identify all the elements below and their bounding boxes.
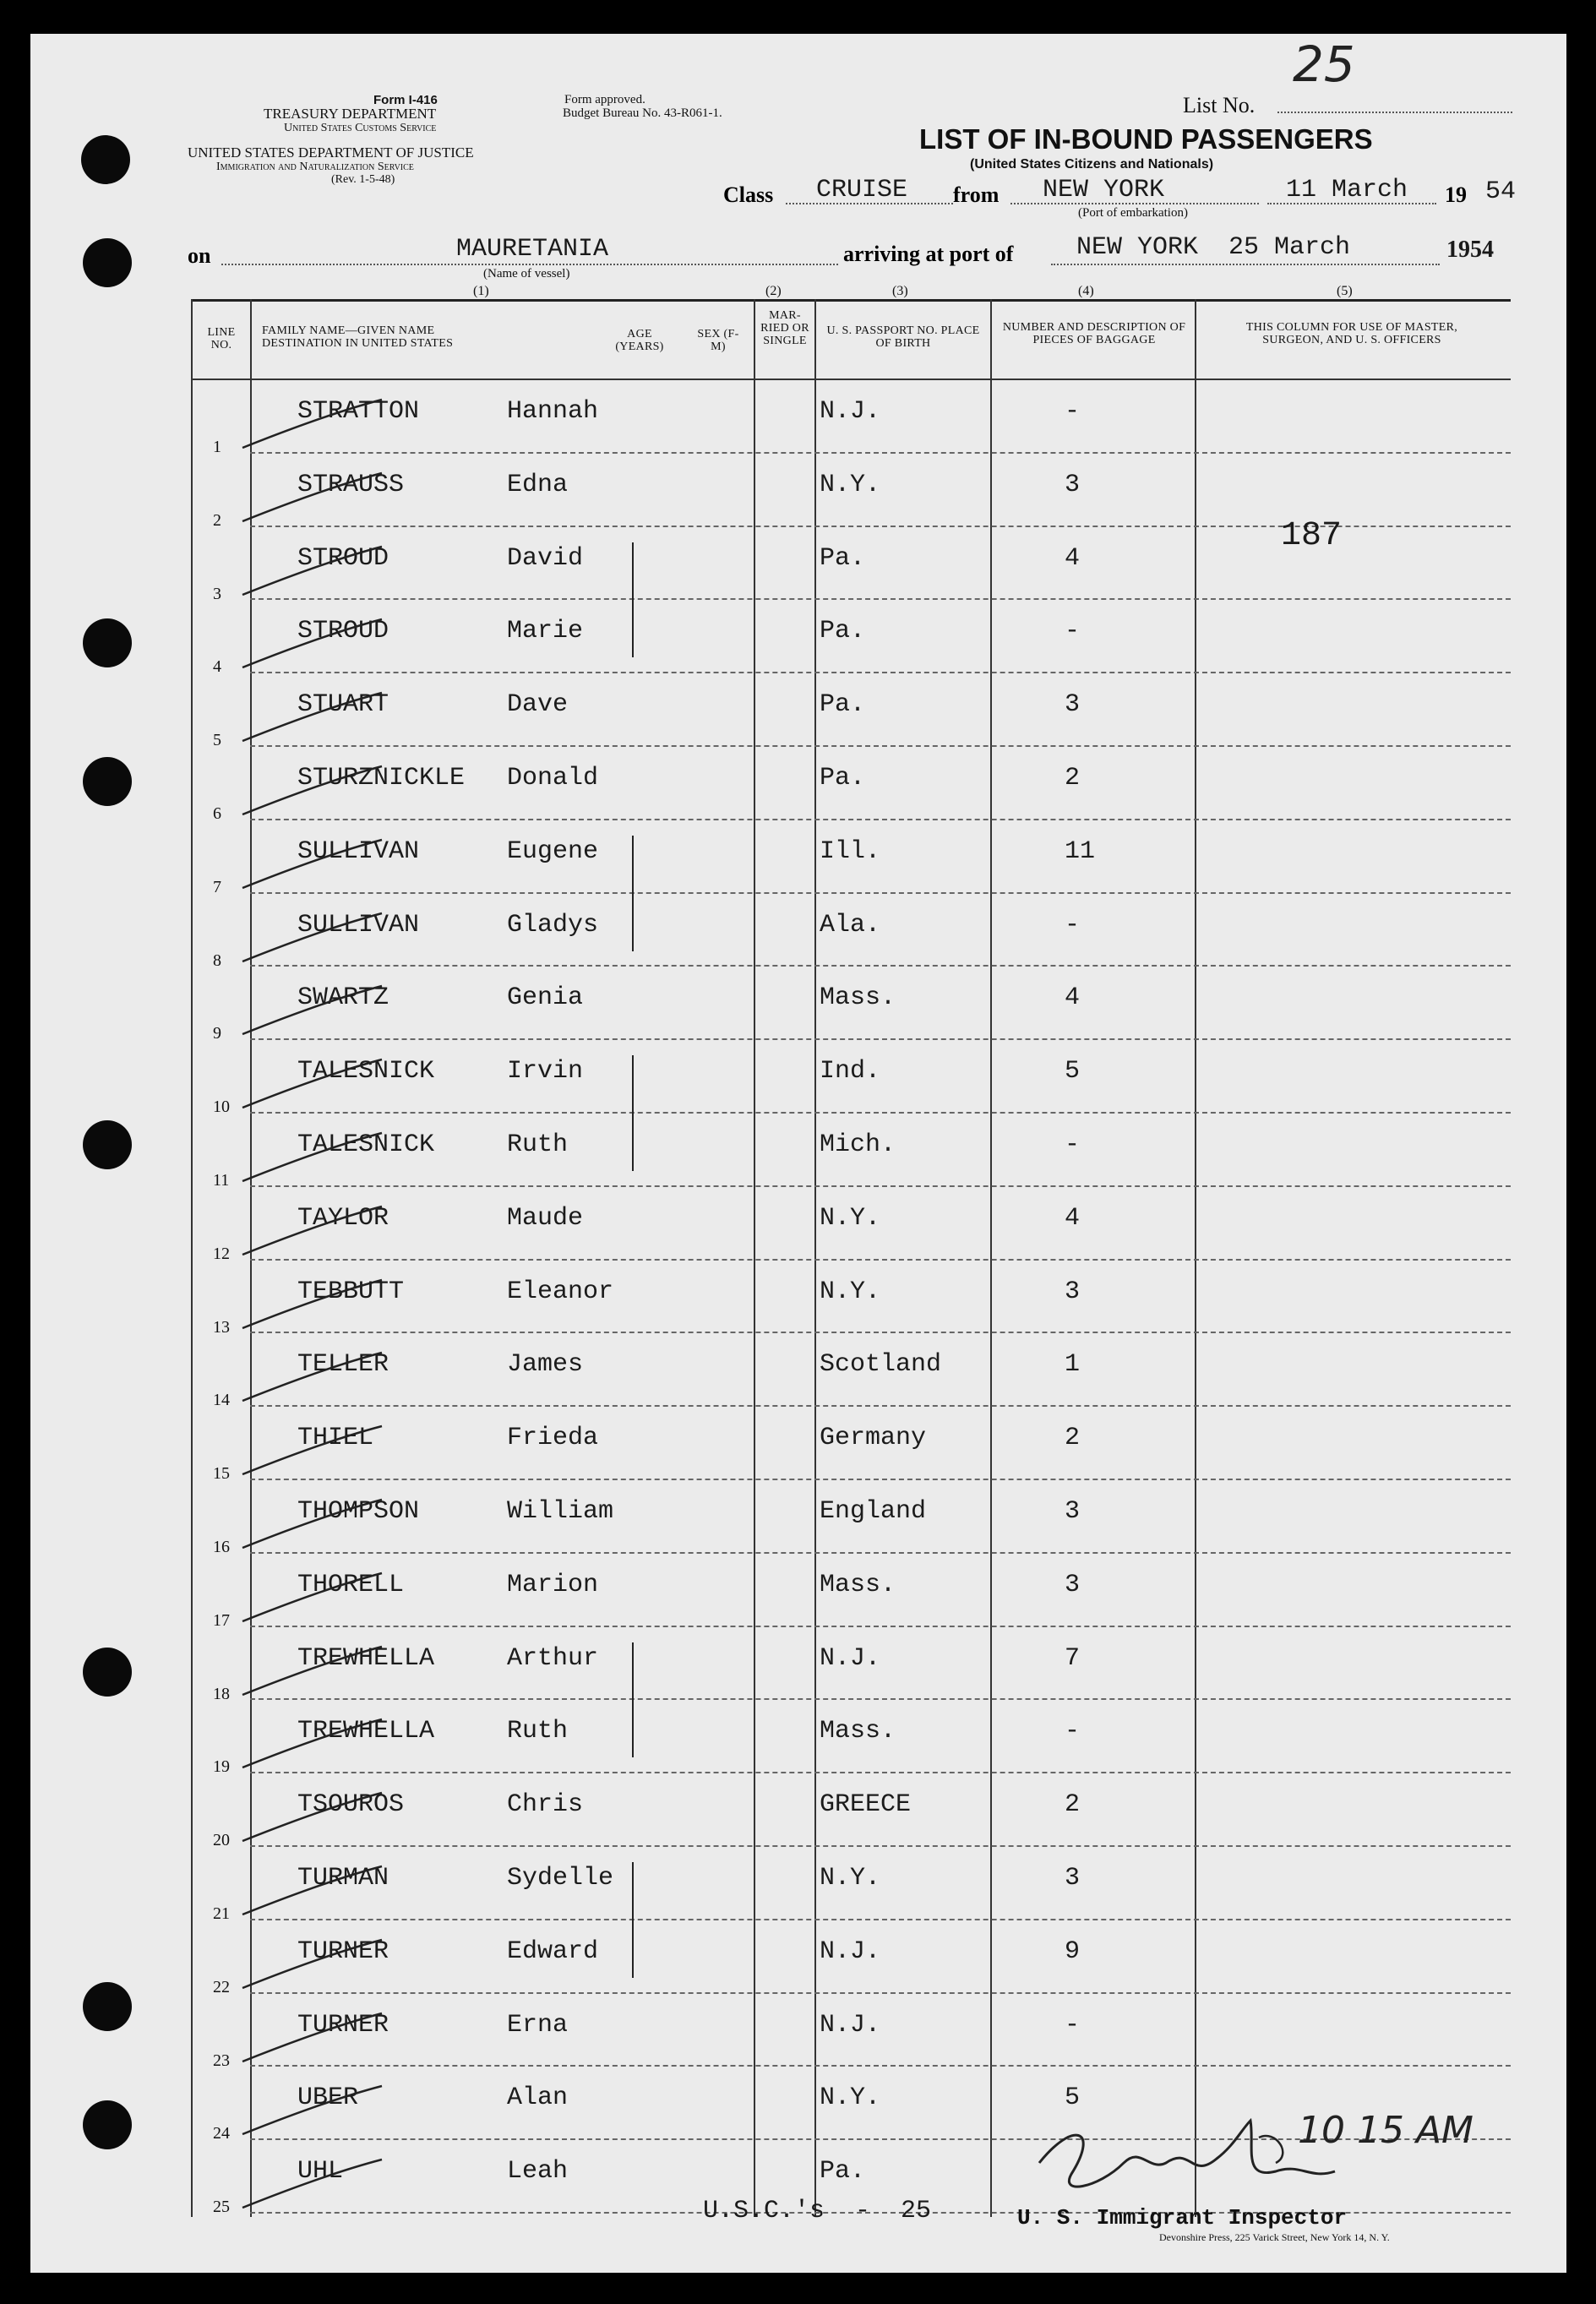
family-name: TALESNICK — [297, 1130, 435, 1159]
form-id: Form I-416 — [373, 93, 438, 107]
birth-place: England — [820, 1497, 927, 1526]
check-mark — [238, 909, 390, 968]
table-header-bottom — [191, 379, 1511, 380]
birth-place: N.J. — [820, 1936, 881, 1966]
check-mark — [238, 982, 390, 1041]
header-line-no: LINE NO. — [207, 326, 236, 351]
line-number: 3 — [213, 584, 221, 603]
row-separator — [250, 1552, 1511, 1554]
arrival-line — [1051, 264, 1440, 265]
check-mark — [238, 1202, 390, 1261]
row-separator — [250, 1845, 1511, 1847]
binder-hole — [83, 1982, 132, 2031]
row-separator — [250, 1038, 1511, 1040]
given-name: Hannah — [507, 397, 599, 426]
check-mark — [238, 1276, 390, 1335]
family-name: TREWHELLA — [297, 1643, 435, 1673]
column-number-5: (5) — [1337, 284, 1353, 298]
birth-place: Pa. — [820, 543, 866, 573]
baggage-count: 3 — [1065, 1570, 1081, 1599]
family-bracket — [632, 1642, 634, 1758]
row-separator — [250, 2065, 1511, 2067]
birth-place: N.J. — [820, 1643, 881, 1673]
line-number: 1 — [213, 438, 221, 456]
family-name: UBER — [297, 2083, 359, 2113]
baggage-count: 2 — [1065, 1424, 1081, 1453]
birth-place: Mass. — [820, 1570, 896, 1599]
birth-place: Pa. — [820, 690, 866, 720]
birth-place: N.Y. — [820, 1203, 881, 1233]
line-number: 16 — [213, 1538, 230, 1556]
printer-line: Devonshire Press, 225 Varick Street, New York 14, N. Y. — [1159, 2231, 1390, 2243]
birth-place: N.J. — [820, 397, 881, 426]
given-name: Ruth — [507, 1130, 569, 1159]
officer-note: 187 — [1281, 517, 1343, 555]
check-mark — [238, 1862, 390, 1921]
row-separator — [250, 819, 1511, 820]
baggage-count: 4 — [1065, 1203, 1081, 1233]
baggage-count: - — [1065, 1130, 1081, 1159]
check-mark — [238, 1569, 390, 1628]
family-name: STRAUSS — [297, 470, 405, 499]
family-name: SULLIVAN — [297, 910, 420, 940]
form-title: LIST OF IN-BOUND PASSENGERS — [919, 123, 1373, 155]
birth-place: Mass. — [820, 983, 896, 1013]
birth-place: N.Y. — [820, 1277, 881, 1306]
header-sex: SEX (F-M) — [697, 328, 739, 353]
check-mark — [238, 469, 390, 528]
line-number: 9 — [213, 1024, 221, 1043]
row-separator — [250, 598, 1511, 600]
check-mark — [238, 1422, 390, 1481]
baggage-count: 3 — [1065, 690, 1081, 720]
check-mark — [238, 1642, 390, 1702]
family-name: STRATTON — [297, 397, 420, 426]
line-number: 24 — [213, 2124, 230, 2143]
family-bracket — [632, 836, 634, 951]
row-separator — [250, 1112, 1511, 1114]
family-bracket — [632, 1055, 634, 1171]
doj-line-3: (Rev. 1-5-48) — [331, 173, 395, 186]
header-passport: U. S. PASSPORT NO. PLACE OF BIRTH — [826, 324, 980, 350]
arrival-port-date: NEW YORK 25 March — [1076, 233, 1351, 262]
inspector-label: U. S. Immigrant Inspector — [1017, 2205, 1348, 2230]
baggage-count: - — [1065, 397, 1081, 426]
birth-place: Pa. — [820, 2157, 866, 2187]
baggage-count: 5 — [1065, 2083, 1081, 2113]
family-name: TEBBUTT — [297, 1277, 405, 1306]
agency-line-2: United States Customs Service — [284, 122, 437, 134]
family-name: STROUD — [297, 543, 389, 573]
check-mark — [238, 1715, 390, 1774]
handwritten-time: 10 15 AM — [1298, 2109, 1474, 2152]
row-separator — [250, 1332, 1511, 1333]
baggage-count: 4 — [1065, 543, 1081, 573]
vessel-name: MAURETANIA — [456, 235, 609, 264]
baggage-count: - — [1065, 2010, 1081, 2040]
baggage-count: - — [1065, 910, 1081, 940]
header-officers: THIS COLUMN FOR USE OF MASTER, SURGEON, AND U. S. OFFICERS — [1245, 321, 1458, 346]
check-mark — [238, 615, 390, 674]
baggage-count: 9 — [1065, 1936, 1081, 1966]
line-number: 20 — [213, 1831, 230, 1850]
line-number: 15 — [213, 1464, 230, 1484]
baggage-count: 1 — [1065, 1350, 1081, 1380]
given-name: Gladys — [507, 910, 599, 940]
check-mark — [238, 395, 390, 455]
row-separator — [250, 1479, 1511, 1480]
line-number: 2 — [213, 510, 221, 530]
row-separator — [250, 745, 1511, 747]
given-name: Genia — [507, 983, 584, 1013]
baggage-count: 3 — [1065, 1277, 1081, 1306]
given-name: Erna — [507, 2010, 569, 2040]
check-mark — [238, 2082, 390, 2141]
family-name: SULLIVAN — [297, 836, 420, 866]
family-bracket — [632, 1862, 634, 1978]
binder-hole — [83, 1648, 132, 1697]
family-name: TURNER — [297, 1936, 389, 1966]
family-name: TSOUROS — [297, 1790, 405, 1820]
list-no-line — [1277, 112, 1512, 113]
birth-place: N.Y. — [820, 470, 881, 499]
baggage-count: 3 — [1065, 470, 1081, 499]
birth-place: Ind. — [820, 1057, 881, 1087]
form-subtitle: (United States Citizens and Nationals) — [970, 157, 1214, 172]
check-mark — [238, 762, 390, 821]
table-top-border — [191, 299, 1511, 302]
family-name: THORELL — [297, 1570, 405, 1599]
approval-line-1: Form approved. — [564, 93, 645, 106]
doj-line-2: Immigration and Naturalization Service — [216, 161, 414, 173]
row-separator — [250, 1919, 1511, 1920]
line-number: 8 — [213, 950, 221, 970]
family-name: SWARTZ — [297, 983, 389, 1013]
family-name: TURMAN — [297, 1864, 389, 1893]
row-separator — [250, 1259, 1511, 1261]
handwritten-page-number: 25 — [1293, 35, 1355, 93]
departure-year-prefix: 19 — [1445, 182, 1467, 207]
port-caption: (Port of embarkation) — [1078, 206, 1188, 220]
line-number: 13 — [213, 1317, 230, 1337]
line-number: 23 — [213, 2051, 230, 2070]
line-number: 19 — [213, 1757, 230, 1777]
given-name: Leah — [507, 2157, 569, 2187]
binder-hole — [83, 238, 132, 287]
line-number: 18 — [213, 1684, 230, 1703]
given-name: Arthur — [507, 1643, 599, 1673]
birth-place: Mass. — [820, 1717, 896, 1746]
birth-place: Pa. — [820, 617, 866, 646]
family-name: THIEL — [297, 1424, 374, 1453]
check-mark — [238, 1129, 390, 1188]
family-name: TAYLOR — [297, 1203, 389, 1233]
given-name: James — [507, 1350, 584, 1380]
check-mark — [238, 1495, 390, 1555]
birth-place: Pa. — [820, 764, 866, 793]
header-married: MAR- RIED OR SINGLE — [760, 309, 809, 347]
line-number: 10 — [213, 1098, 230, 1117]
birth-place: N.J. — [820, 2010, 881, 2040]
line-number: 22 — [213, 1977, 230, 1996]
check-mark — [238, 542, 390, 602]
class-value: CRUISE — [816, 176, 908, 204]
check-mark — [238, 1055, 390, 1114]
row-separator — [250, 965, 1511, 967]
family-name: TALESNICK — [297, 1057, 435, 1087]
birth-place: Scotland — [820, 1350, 942, 1380]
line-number: 4 — [213, 657, 221, 677]
check-mark — [238, 1348, 390, 1408]
family-name: THOMPSON — [297, 1497, 420, 1526]
given-name: Ruth — [507, 1717, 569, 1746]
birth-place: N.Y. — [820, 2083, 881, 2113]
given-name: Edna — [507, 470, 569, 499]
given-name: William — [507, 1497, 614, 1526]
line-number: 14 — [213, 1391, 230, 1410]
birth-place: GREECE — [820, 1790, 912, 1820]
birth-place: Germany — [820, 1424, 927, 1453]
baggage-count: 11 — [1065, 836, 1096, 866]
row-separator — [250, 1405, 1511, 1407]
baggage-count: 2 — [1065, 764, 1081, 793]
given-name: Edward — [507, 1936, 599, 1966]
agency-line-1: TREASURY DEPARTMENT — [264, 106, 437, 122]
given-name: Irvin — [507, 1057, 584, 1087]
given-name: David — [507, 543, 584, 573]
family-bracket — [632, 542, 634, 658]
family-name: STUART — [297, 690, 389, 720]
given-name: Frieda — [507, 1424, 599, 1453]
given-name: Eugene — [507, 836, 599, 866]
row-separator — [250, 892, 1511, 894]
given-name: Dave — [507, 690, 569, 720]
approval-line-2: Budget Bureau No. 43-R061-1. — [563, 106, 722, 120]
baggage-count: 7 — [1065, 1643, 1081, 1673]
check-mark — [238, 689, 390, 748]
line-number: 7 — [213, 877, 221, 896]
port-of-embarkation: NEW YORK — [1043, 176, 1165, 204]
family-name: TELLER — [297, 1350, 389, 1380]
line-number: 17 — [213, 1610, 230, 1630]
birth-place: Ill. — [820, 836, 881, 866]
vessel-caption: (Name of vessel) — [483, 267, 570, 281]
row-separator — [250, 1185, 1511, 1187]
on-label: on — [188, 243, 211, 268]
given-name: Sydelle — [507, 1864, 614, 1893]
binder-hole — [83, 618, 132, 667]
departure-date: 11 March — [1286, 176, 1408, 204]
baggage-count: 3 — [1065, 1497, 1081, 1526]
family-name: UHL — [297, 2157, 344, 2187]
row-separator — [250, 1992, 1511, 1994]
arriving-label: arriving at port of — [843, 242, 1014, 266]
birth-place: Ala. — [820, 910, 881, 940]
check-mark — [238, 2155, 390, 2214]
line-number: 5 — [213, 731, 221, 750]
birth-place: Mich. — [820, 1130, 896, 1159]
baggage-count: - — [1065, 617, 1081, 646]
birth-place: N.Y. — [820, 1864, 881, 1893]
line-number: 25 — [213, 2198, 230, 2217]
family-name: TURNER — [297, 2010, 389, 2040]
baggage-count: 2 — [1065, 1790, 1081, 1820]
list-no-label: List No. — [1183, 93, 1256, 117]
from-label: from — [953, 182, 1000, 207]
doj-line-1: UNITED STATES DEPARTMENT OF JUSTICE — [188, 144, 474, 161]
footer-page-code: U.S.C.'s - 25 — [703, 2197, 932, 2225]
given-name: Eleanor — [507, 1277, 614, 1306]
row-separator — [250, 672, 1511, 673]
departure-year-suffix: 54 — [1485, 177, 1517, 206]
baggage-count: 3 — [1065, 1864, 1081, 1893]
baggage-count: 4 — [1065, 983, 1081, 1013]
given-name: Marion — [507, 1570, 599, 1599]
line-number: 6 — [213, 804, 221, 823]
column-number-4: (4) — [1078, 284, 1094, 298]
line-number: 12 — [213, 1244, 230, 1263]
header-age: AGE (YEARS) — [615, 328, 664, 353]
arrival-year: 1954 — [1446, 237, 1494, 263]
binder-hole — [83, 2100, 132, 2149]
given-name: Alan — [507, 2083, 569, 2113]
column-number-2: (2) — [765, 284, 782, 298]
baggage-count: 5 — [1065, 1057, 1081, 1087]
class-label: Class — [723, 182, 774, 207]
family-name: STURZNICKLE — [297, 764, 466, 793]
column-number-1: (1) — [473, 284, 489, 298]
header-name: FAMILY NAME—GIVEN NAME DESTINATION IN UNITED STATES — [262, 324, 454, 350]
binder-hole — [81, 135, 130, 184]
given-name: Donald — [507, 764, 599, 793]
header-baggage: NUMBER AND DESCRIPTION OF PIECES OF BAGGAGE — [1002, 321, 1186, 346]
vessel-line — [221, 264, 838, 265]
column-number-3: (3) — [892, 284, 908, 298]
check-mark — [238, 1936, 390, 1995]
binder-hole — [83, 757, 132, 806]
line-number: 11 — [213, 1171, 230, 1190]
row-separator — [250, 1698, 1511, 1700]
given-name: Maude — [507, 1203, 584, 1233]
binder-hole — [83, 1120, 132, 1169]
line-number: 21 — [213, 1904, 230, 1923]
row-separator — [250, 1772, 1511, 1773]
row-separator — [250, 452, 1511, 454]
baggage-count: - — [1065, 1717, 1081, 1746]
family-name: STROUD — [297, 617, 389, 646]
check-mark — [238, 836, 390, 895]
check-mark — [238, 1789, 390, 1848]
given-name: Marie — [507, 617, 584, 646]
given-name: Chris — [507, 1790, 584, 1820]
family-name: TREWHELLA — [297, 1717, 435, 1746]
table-left-border — [191, 299, 193, 2217]
row-separator — [250, 1626, 1511, 1627]
check-mark — [238, 2009, 390, 2068]
